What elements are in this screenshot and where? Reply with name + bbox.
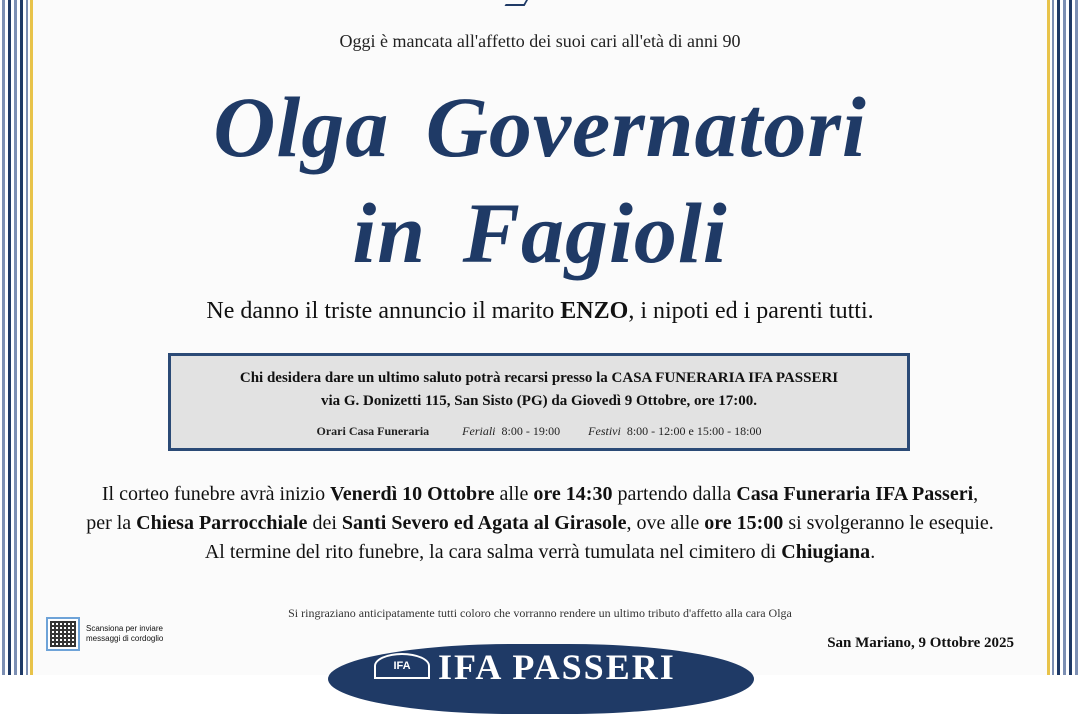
visitation-line1: Chi desidera dare un ultimo saluto potrà recarsi presso la CASA FUNERARIA IFA PASSERI <box>239 370 839 386</box>
ceremony-text: alle <box>494 483 534 505</box>
mourners-announcement <box>0 298 1080 325</box>
weekday-label: Feriali <box>462 424 496 438</box>
hours-label: Orari Casa Funeraria <box>316 424 430 438</box>
logo-emblem-icon: IFA <box>374 653 430 679</box>
qr-code[interactable] <box>46 617 80 651</box>
ceremony-text: , <box>973 483 979 505</box>
ceremony-text: Il corteo funebre avrà inizio <box>101 483 331 505</box>
ceremony-line3 <box>40 538 1040 567</box>
death-announcement: Oggi è mancata all'affetto dei suoi cari all'età di anni 90 <box>339 31 741 51</box>
mourners-text-before: Ne danno il triste annuncio il marito <box>206 298 561 324</box>
deceased-name-line1: Olga Governatori <box>213 79 867 175</box>
ceremony-text: Al termine del rito funebre, la cara salma verrà tumulata nel cimitero di <box>204 541 782 563</box>
funeral-time: ore 15:00 <box>704 512 784 534</box>
holiday-hours: 8:00 - 12:00 e 15:00 - 18:00 <box>626 424 762 438</box>
ceremony-text: . <box>870 541 876 563</box>
holiday-label: Festivi <box>588 424 621 438</box>
qr-caption-line2: messaggi di cordoglio <box>86 634 164 643</box>
ceremony-text: dei <box>307 512 342 534</box>
ceremony-details <box>40 480 1040 567</box>
funeral-home-hours <box>171 424 907 439</box>
church-saints: Santi Severo ed Agata al Girasole <box>341 512 627 534</box>
ceremony-line2 <box>40 509 1040 538</box>
ceremony-line1 <box>40 480 1040 509</box>
funeral-home-logo <box>328 644 754 714</box>
ceremony-text: si svolgeranno le esequie. <box>783 512 994 534</box>
place-and-date: San Mariano, 9 Ottobre 2025 <box>827 635 1014 651</box>
ceremony-text: per la <box>86 512 137 534</box>
procession-time: ore 14:30 <box>533 483 613 505</box>
ceremony-text: , ove alle <box>626 512 705 534</box>
church-name: Chiesa Parrocchiale <box>136 512 308 534</box>
ceremony-date: Venerdì 10 Ottobre <box>330 483 495 505</box>
mourners-text-after: , i nipoti ed i parenti tutti. <box>628 298 874 324</box>
deceased-name-line2: in Fagioli <box>352 185 728 281</box>
qr-caption <box>86 624 196 644</box>
qr-caption-line1: Scansiona per inviare <box>86 624 163 633</box>
thanks-note: Si ringraziano anticipatamente tutti coloro che vorranno rendere un ultimo tributo d'affetto alla cara Olga <box>288 606 792 620</box>
weekday-hours: 8:00 - 19:00 <box>501 424 561 438</box>
logo-text: IFA PASSERI <box>438 647 676 687</box>
visitation-line2: via G. Donizetti 115, San Sisto (PG) da Giovedì 9 Ottobre, ore 17:00. <box>320 393 758 409</box>
visitation-info-box <box>168 353 910 451</box>
ceremony-text: partendo dalla <box>612 483 737 505</box>
departure-place: Casa Funeraria IFA Passeri <box>736 483 974 505</box>
cemetery-name: Chiugiana <box>781 541 871 563</box>
husband-name: ENZO <box>560 298 629 324</box>
